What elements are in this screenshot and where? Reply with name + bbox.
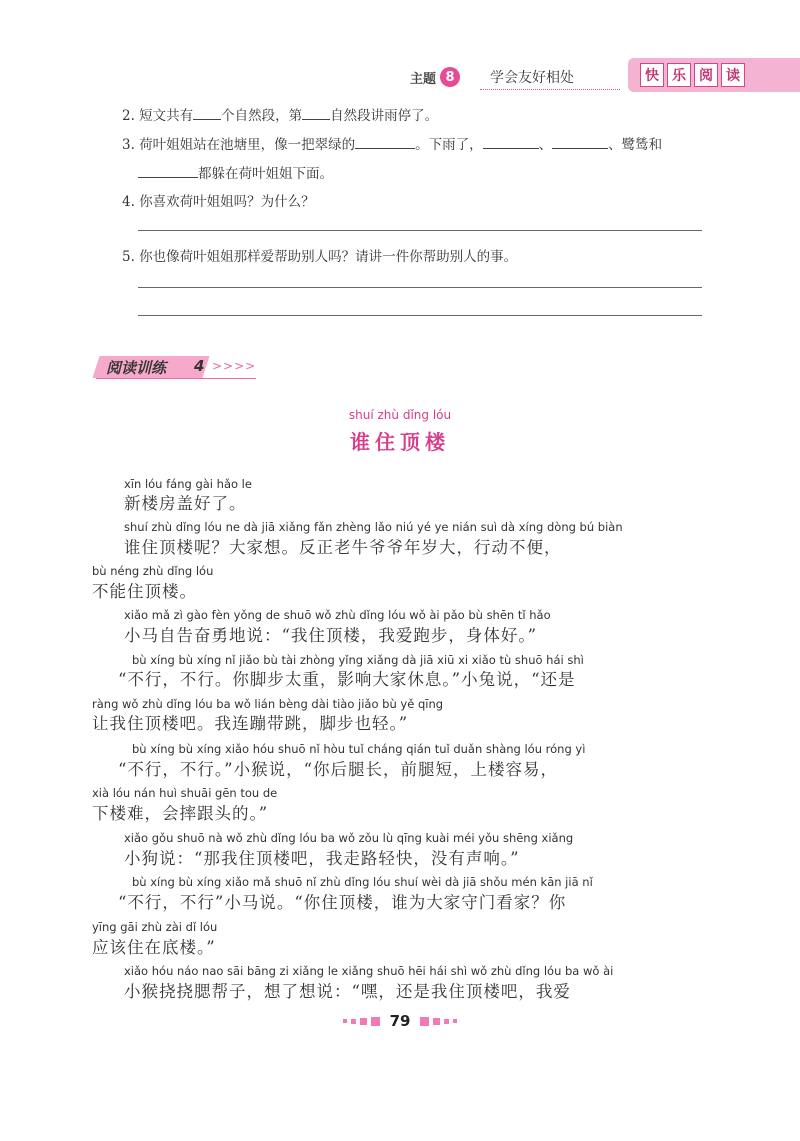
text-line: “不行，不行。你脚步太重，影响大家休息。”小兔说，“还是 <box>118 670 576 689</box>
dot-decoration <box>453 1019 457 1023</box>
pinyin-line: yīng gāi zhù zài dǐ lóu <box>92 920 218 934</box>
pinyin-line: bù xíng bù xíng xiǎo hóu shuō nǐ hòu tuǐ cháng qián tuǐ duǎn shàng lóu róng yì <box>132 742 586 756</box>
answer-line[interactable] <box>138 287 702 288</box>
banner-underline <box>96 378 256 379</box>
tab-char: 乐 <box>667 63 691 87</box>
dot-decoration <box>343 1019 347 1023</box>
dot-decoration <box>360 1018 367 1025</box>
pinyin-line: bù xíng bù xíng xiǎo mǎ shuō nǐ zhù dǐng lóu shuí wèi dà jiā shǒu mén kān jiā nǐ <box>132 875 593 889</box>
page-footer <box>0 1012 800 1030</box>
text-line: 应该住在底楼。” <box>92 938 216 957</box>
question-text: 2. 短文共有 <box>122 108 194 124</box>
text-line: 谁住顶楼呢？大家想。反正老牛爷爷年岁大，行动不便， <box>124 538 562 557</box>
theme-number-badge: 8 <box>440 67 460 87</box>
answer-blank[interactable] <box>138 163 198 178</box>
story-title-pinyin: shuí zhù dǐng lóu <box>348 408 452 422</box>
text-line: 小狗说：“那我住顶楼吧，我走路轻快，没有声响。” <box>124 849 520 868</box>
pinyin-line: bù néng zhù dǐng lóu <box>92 564 214 578</box>
text-line: “不行，不行”小马说。“你住顶楼，谁为大家守门看家？你 <box>118 893 567 912</box>
theme-header <box>410 64 574 90</box>
theme-label: 主题 <box>410 71 437 87</box>
pinyin-line: ràng wǒ zhù dǐng lóu ba wǒ lián bèng dài tiào jiǎo bù yě qīng <box>92 697 444 711</box>
pinyin-line: xiǎo gǒu shuō nà wǒ zhù dǐng lóu ba wǒ zǒu lù qīng kuài méi yǒu shēng xiǎng <box>124 831 574 845</box>
answer-line[interactable] <box>138 315 702 316</box>
section-banner <box>96 356 257 380</box>
header-tab <box>628 58 800 92</box>
question-text: 。下雨了， <box>415 137 483 153</box>
question-text: 、 <box>538 137 553 153</box>
question-text: 3. 荷叶姐姐站在池塘里，像一把翠绿的 <box>122 137 356 153</box>
text-line: “不行，不行。”小猴说，“你后腿长，前腿短，上楼容易， <box>118 760 559 779</box>
dot-decoration <box>420 1017 429 1026</box>
dot-decoration <box>371 1017 380 1026</box>
answer-blank[interactable] <box>302 105 330 120</box>
answer-blank[interactable] <box>483 134 539 149</box>
story-title: 谁住顶楼 <box>350 430 450 454</box>
text-line: 让我住顶楼吧。我连蹦带跳，脚步也轻。” <box>92 714 409 733</box>
question-5: 5. 你也像荷叶姐姐那样爱帮助别人吗？请讲一件你帮助别人的事。 <box>122 249 518 265</box>
dot-decoration <box>433 1018 440 1025</box>
dot-decoration <box>444 1019 449 1024</box>
pinyin-line: xiǎo mǎ zì gào fèn yǒng de shuō wǒ zhù dǐng lóu wǒ ài pǎo bù shēn tǐ hǎo <box>124 608 551 622</box>
question-text: 、鹭鸶和 <box>608 137 663 153</box>
pinyin-line: xīn lóu fáng gài hǎo le <box>124 477 252 491</box>
question-3 <box>122 133 662 153</box>
arrow-icon: >>>> <box>212 359 257 373</box>
theme-title: 学会友好相处 <box>490 70 575 86</box>
pinyin-line: bù xíng bù xíng nǐ jiǎo bù tài zhòng yǐng xiǎng dà jiā xiū xi xiǎo tù shuō hái shì <box>132 653 584 667</box>
tab-char: 读 <box>721 63 745 87</box>
header-dotted-line <box>480 89 620 90</box>
text-line: 下楼难，会摔跟头的。” <box>92 804 269 823</box>
text-line: 新楼房盖好了。 <box>124 494 247 513</box>
section-label: 阅读训练 <box>106 359 167 377</box>
question-3-cont <box>138 162 333 182</box>
pinyin-line: xiǎo hóu náo nao sāi bāng zi xiǎng le xiǎng shuō hēi hái shì wǒ zhù dǐng lóu ba wǒ ài <box>124 964 614 978</box>
answer-blank[interactable] <box>355 134 415 149</box>
dot-decoration <box>351 1019 356 1024</box>
question-text: 个自然段，第 <box>221 108 303 124</box>
text-line: 不能住顶楼。 <box>92 582 197 601</box>
tab-char: 阅 <box>694 63 718 87</box>
answer-blank[interactable] <box>552 134 608 149</box>
question-text: 都躲在荷叶姐姐下面。 <box>198 166 333 182</box>
tab-char: 快 <box>640 63 664 87</box>
answer-blank[interactable] <box>193 105 221 120</box>
section-number: 4 <box>194 357 205 375</box>
question-4: 4. 你喜欢荷叶姐姐吗？为什么？ <box>122 194 315 210</box>
answer-line[interactable] <box>138 230 702 231</box>
page-number: 79 <box>389 1012 411 1030</box>
question-text: 自然段讲雨停了。 <box>330 108 439 124</box>
question-2 <box>122 104 438 124</box>
text-line: 小马自告奋勇地说：“我住顶楼，我爱跑步，身体好。” <box>124 626 538 645</box>
text-line: 小猴挠挠腮帮子，想了想说：“嘿，还是我住顶楼吧，我爱 <box>124 982 571 1001</box>
pinyin-line: shuí zhù dǐng lóu ne dà jiā xiǎng fǎn zhèng lǎo niú yé ye nián suì dà xíng dòng bú biàn <box>124 520 623 534</box>
pinyin-line: xià lóu nán huì shuāi gēn tou de <box>92 786 278 800</box>
